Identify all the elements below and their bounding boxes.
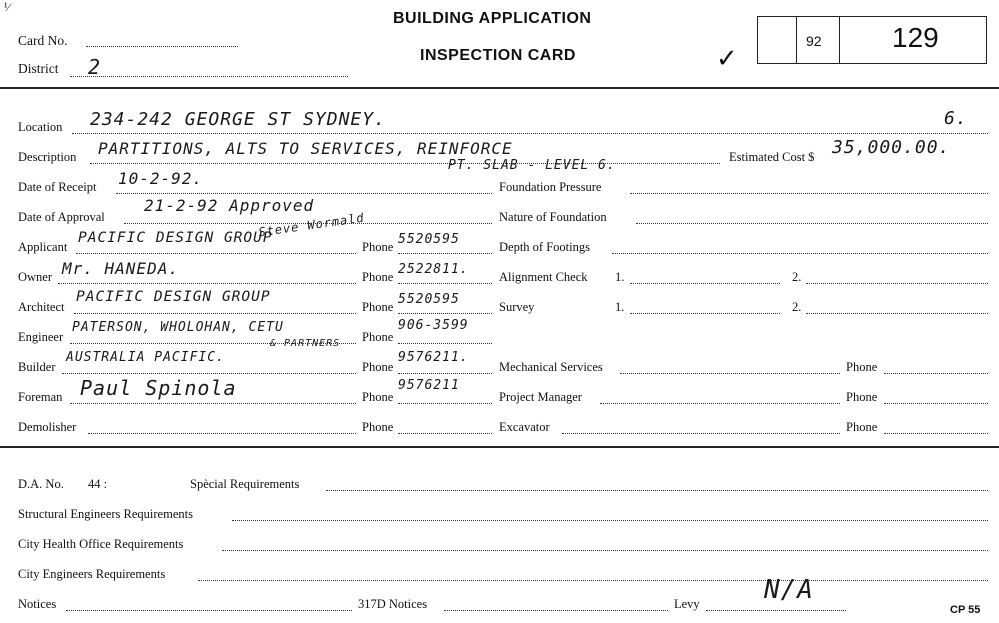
special-requirements-field[interactable] — [326, 490, 988, 491]
alignment-check-2-field[interactable] — [806, 283, 988, 284]
architect-phone: 5520595 — [398, 292, 460, 307]
notices-label: Notices — [18, 597, 57, 611]
health-requirements-field[interactable] — [222, 550, 988, 551]
owner-field[interactable] — [58, 283, 356, 284]
builder-phone-label: Phone — [362, 360, 394, 374]
district-label: District — [18, 61, 59, 76]
engineer-label: Engineer — [18, 330, 64, 344]
demolisher-field[interactable] — [88, 433, 356, 434]
foundation-pressure-field[interactable] — [630, 193, 988, 194]
excavator-phone-field[interactable] — [884, 433, 988, 434]
owner-phone: 2522811. — [398, 262, 469, 277]
builder-value: AUSTRALIA PACIFIC. — [66, 350, 225, 365]
city-engineers-label: City Engineers Requirements — [18, 567, 166, 581]
applicant-phone: 5520595 — [398, 232, 460, 247]
builder-phone: 9576211. — [398, 350, 469, 365]
foreman-value: Paul Spinola — [80, 376, 237, 400]
levy-label: Levy — [674, 597, 700, 611]
corner-mark: ¹⁄ — [4, 0, 10, 14]
survey-label: Survey — [499, 300, 535, 314]
alignment-check-1-field[interactable] — [630, 283, 780, 284]
applicant-phone-field[interactable] — [398, 253, 492, 254]
location-field[interactable] — [72, 133, 988, 134]
date-receipt-value: 10-2-92. — [118, 169, 204, 188]
district-field[interactable] — [70, 76, 348, 77]
card-no-field[interactable] — [86, 46, 238, 47]
description-label: Description — [18, 150, 77, 164]
header-divider — [0, 87, 999, 89]
builder-phone-field[interactable] — [398, 373, 492, 374]
project-manager-phone-label: Phone — [846, 390, 878, 404]
estimated-cost-label: Estimated Cost $ — [729, 150, 815, 164]
mechanical-services-label: Mechanical Services — [499, 360, 603, 374]
date-approval-value: 21-2-92 Approved — [144, 196, 315, 215]
engineer-value-2: & PARTNERS — [270, 338, 341, 349]
approval-signature: Steve Wormald — [257, 210, 366, 240]
form-title-line2: INSPECTION CARD — [420, 47, 576, 64]
form-title-line1: BUILDING APPLICATION — [393, 10, 592, 27]
city-engineers-field[interactable] — [198, 580, 988, 581]
date-receipt-label: Date of Receipt — [18, 180, 97, 194]
foreman-field[interactable] — [70, 403, 356, 404]
nature-foundation-field[interactable] — [636, 223, 988, 224]
description-field[interactable] — [90, 163, 720, 164]
description-value-2: PT. SLAB - LEVEL 6. — [448, 158, 616, 173]
notices-317d-label: 317D Notices — [358, 597, 428, 611]
applicant-value: PACIFIC DESIGN GROUP — [78, 230, 273, 246]
mechanical-phone-label: Phone — [846, 360, 878, 374]
form-code: CP 55 — [950, 604, 981, 616]
builder-field[interactable] — [62, 373, 356, 374]
card-no-label: Card No. — [18, 33, 68, 48]
card-year: 92 — [806, 33, 822, 49]
demolisher-phone-field[interactable] — [398, 433, 492, 434]
checkmark-icon: ✓ — [716, 44, 738, 73]
notices-field[interactable] — [66, 610, 352, 611]
depth-footings-field[interactable] — [612, 253, 988, 254]
survey-2-label: 2. — [792, 300, 802, 314]
applicant-phone-label: Phone — [362, 240, 394, 254]
card-number: 129 — [892, 22, 939, 53]
levy-field[interactable] — [706, 610, 846, 611]
alignment-check-1-label: 1. — [615, 270, 625, 284]
da-no-value: 44 : — [88, 477, 108, 491]
estimated-cost-value: 35,000.00. — [832, 137, 951, 158]
location-value: 234-242 GEORGE ST SYDNEY. — [90, 109, 386, 130]
demolisher-phone-label: Phone — [362, 420, 394, 434]
engineer-phone-field[interactable] — [398, 343, 492, 344]
project-manager-phone-field[interactable] — [884, 403, 988, 404]
excavator-phone-label: Phone — [846, 420, 878, 434]
engineer-value: PATERSON, WHOLOHAN, CETU — [72, 320, 284, 335]
district-value: 2 — [88, 55, 102, 79]
alignment-check-2-label: 2. — [792, 270, 802, 284]
architect-phone-field[interactable] — [398, 313, 492, 314]
card-number-box — [757, 16, 987, 64]
location-extra: 6. — [944, 108, 968, 129]
depth-footings-label: Depth of Footings — [499, 240, 590, 254]
structural-requirements-label: Structural Engineers Requirements — [18, 507, 193, 521]
owner-phone-label: Phone — [362, 270, 394, 284]
nature-foundation-label: Nature of Foundation — [499, 210, 607, 224]
location-label: Location — [18, 120, 63, 134]
mechanical-services-field[interactable] — [620, 373, 840, 374]
date-receipt-field[interactable] — [116, 193, 492, 194]
architect-phone-label: Phone — [362, 300, 394, 314]
health-requirements-label: City Health Office Requirements — [18, 537, 184, 551]
survey-2-field[interactable] — [806, 313, 988, 314]
owner-label: Owner — [18, 270, 53, 284]
excavator-label: Excavator — [499, 420, 550, 434]
description-value: PARTITIONS, ALTS TO SERVICES, REINFORCE — [98, 139, 513, 158]
mechanical-phone-field[interactable] — [884, 373, 988, 374]
box-divider-1 — [796, 16, 797, 64]
architect-label: Architect — [18, 300, 65, 314]
engineer-phone: 906-3599 — [398, 318, 469, 333]
levy-value: N/A — [764, 575, 814, 605]
foreman-phone-field[interactable] — [398, 403, 492, 404]
survey-1-label: 1. — [615, 300, 625, 314]
excavator-field[interactable] — [562, 433, 840, 434]
alignment-check-label: Alignment Check — [499, 270, 588, 284]
demolisher-label: Demolisher — [18, 420, 77, 434]
structural-requirements-field[interactable] — [232, 520, 988, 521]
builder-label: Builder — [18, 360, 56, 374]
owner-value: Mr. HANEDA. — [62, 259, 179, 278]
da-no-label: D.A. No. — [18, 477, 64, 491]
project-manager-label: Project Manager — [499, 390, 582, 404]
foundation-pressure-label: Foundation Pressure — [499, 180, 602, 194]
special-requirements-label: Spècial Requirements — [190, 477, 300, 491]
section-divider — [0, 446, 999, 448]
survey-1-field[interactable] — [630, 313, 780, 314]
notices-317d-field[interactable] — [444, 610, 668, 611]
applicant-label: Applicant — [18, 240, 68, 254]
applicant-field[interactable] — [76, 253, 356, 254]
box-divider-2 — [839, 16, 840, 64]
architect-field[interactable] — [74, 313, 356, 314]
date-approval-label: Date of Approval — [18, 210, 105, 224]
foreman-phone: 9576211 — [398, 378, 460, 393]
foreman-phone-label: Phone — [362, 390, 394, 404]
owner-phone-field[interactable] — [398, 283, 492, 284]
project-manager-field[interactable] — [600, 403, 840, 404]
engineer-phone-label: Phone — [362, 330, 394, 344]
foreman-label: Foreman — [18, 390, 63, 404]
architect-value: PACIFIC DESIGN GROUP — [76, 289, 271, 305]
